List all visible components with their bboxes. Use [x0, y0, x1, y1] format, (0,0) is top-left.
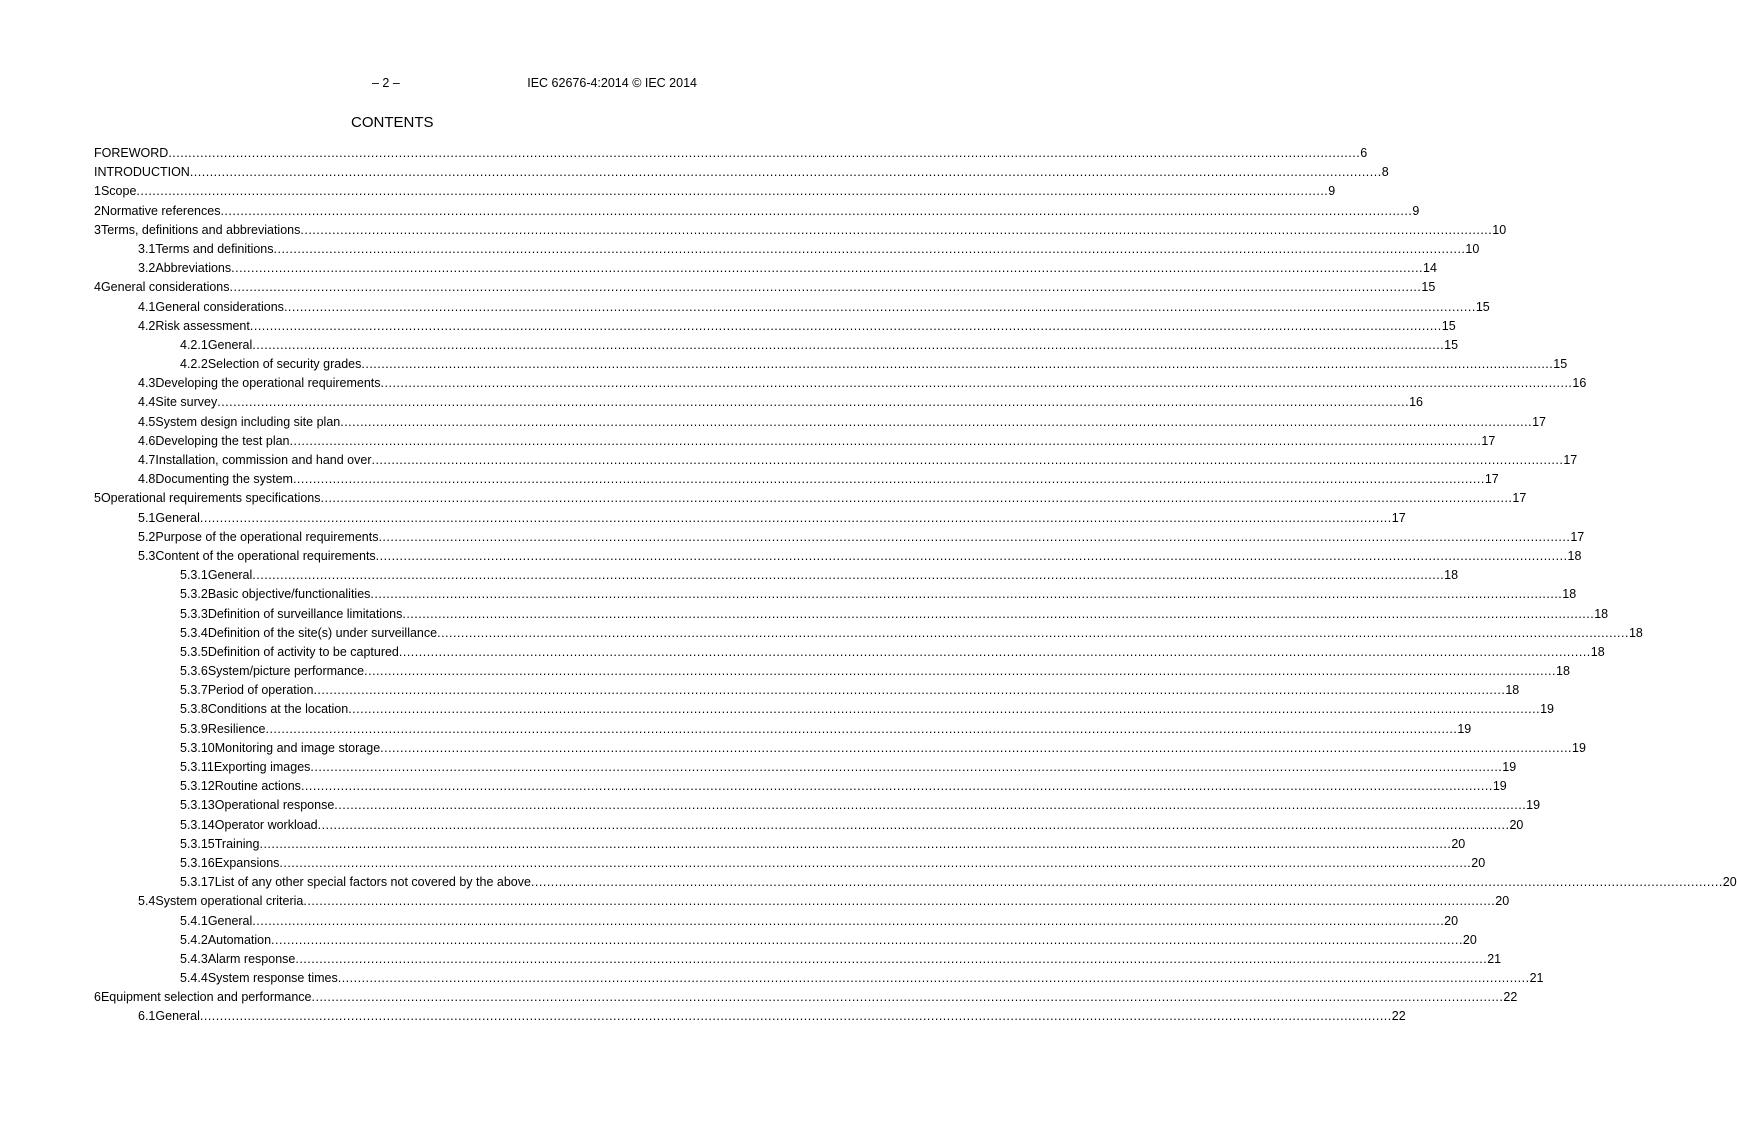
toc-dot-leader: ............................................................................................................................................................................................................................................................................................................	[283, 299, 1476, 314]
toc-entry-number: 5.3.6	[180, 664, 208, 679]
toc-dot-leader: ............................................................................................................................................................................................................................................................................................................	[265, 721, 1458, 736]
page-title: CONTENTS	[351, 114, 434, 131]
toc-dot-leader: ............................................................................................................................................................................................................................................................................................................	[189, 165, 1382, 180]
toc-entry-page[interactable]: 19	[1540, 702, 1554, 717]
toc-entry-page[interactable]: 20	[1722, 875, 1737, 890]
toc-entry-number: 4.2.2	[180, 357, 208, 372]
toc-entry[interactable]	[94, 451, 1578, 470]
toc-entry[interactable]	[94, 1007, 1406, 1026]
toc-entry-number: 5.3.8	[180, 702, 208, 717]
toc-dot-leader: ............................................................................................................................................................................................................................................................................................................	[199, 1009, 1392, 1024]
toc-dot-leader: ............................................................................................................................................................................................................................................................................................................	[334, 798, 1527, 813]
toc-entry[interactable]	[94, 182, 1336, 201]
toc-entry[interactable]	[94, 681, 1520, 700]
toc-entry-page[interactable]: 20	[1509, 817, 1524, 832]
toc-entry-number: 5.3.17	[180, 875, 215, 890]
toc-entry-page[interactable]: 17	[1563, 453, 1578, 467]
toc-dot-leader: ............................................................................................................................................................................................................................................................................................................	[252, 337, 1445, 352]
toc-entry-page[interactable]: 10	[1492, 222, 1507, 237]
toc-entry-number: 5.3.15	[180, 836, 215, 851]
toc-entry-title[interactable]: Terms, definitions and abbreviations	[100, 222, 301, 237]
toc-entry-number: 2	[94, 203, 101, 218]
toc-dot-leader: ............................................................................................................................................................................................................................................................................................................	[337, 971, 1530, 986]
toc-dot-leader: ............................................................................................................................................................................................................................................................................................................	[380, 740, 1573, 755]
toc-dot-leader: ............................................................................................................................................................................................................................................................................................................	[364, 664, 1556, 679]
toc-entry-page[interactable]: 16	[1409, 395, 1424, 410]
toc-entry-number: 6.1	[138, 1009, 156, 1024]
toc-entry[interactable]	[94, 643, 1605, 662]
toc-entry-title[interactable]: System design including site plan	[155, 414, 341, 429]
toc-entry-page[interactable]: 6	[1360, 146, 1368, 160]
toc-entry-number: 3.1	[138, 241, 156, 256]
toc-entry[interactable]	[94, 892, 1510, 911]
toc-entry[interactable]	[94, 202, 1420, 221]
toc-entry-title[interactable]: Abbreviations	[155, 261, 232, 276]
toc-entry[interactable]	[94, 854, 1486, 873]
toc-entry[interactable]	[94, 413, 1546, 432]
toc-entry-page[interactable]: 19	[1572, 740, 1586, 755]
toc-dot-leader: ............................................................................................................................................................................................................................................................................................................	[437, 625, 1629, 640]
toc-entry[interactable]	[94, 950, 1502, 969]
toc-entry-title[interactable]: Routine actions	[214, 779, 301, 794]
toc-entry-title[interactable]: Installation, commission and hand over	[155, 453, 372, 467]
toc-entry-page[interactable]: 18	[1444, 568, 1459, 583]
toc-entry-title[interactable]: FOREWORD	[94, 146, 169, 160]
toc-entry[interactable]	[94, 739, 1586, 758]
toc-entry[interactable]	[94, 624, 1643, 643]
toc-dot-leader: ............................................................................................................................................................................................................................................................................................................	[249, 318, 1442, 333]
toc-dot-leader: ............................................................................................................................................................................................................................................................................................................	[530, 875, 1723, 890]
toc-entry-page[interactable]: 17	[1481, 433, 1496, 448]
toc-entry-number: 5.3	[138, 548, 156, 563]
toc-entry[interactable]	[94, 221, 1507, 240]
toc-dot-leader: ............................................................................................................................................................................................................................................................................................................	[220, 203, 1413, 218]
toc-entry-page[interactable]: 18	[1628, 625, 1643, 640]
toc-entry[interactable]	[94, 355, 1568, 374]
toc-entry-page[interactable]: 15	[1444, 337, 1459, 352]
toc-entry-page[interactable]: 18	[1594, 606, 1609, 621]
toc-entry[interactable]	[94, 777, 1507, 796]
toc-entry-title[interactable]: General	[155, 510, 200, 525]
toc-entry-page[interactable]: 19	[1526, 798, 1541, 813]
toc-entry-number: 5.4.2	[180, 932, 208, 947]
toc-entry-page[interactable]: 17	[1484, 472, 1499, 487]
toc-entry-page[interactable]: 15	[1441, 318, 1456, 333]
toc-dot-leader: ............................................................................................................................................................................................................................................................................................................	[340, 414, 1533, 429]
toc-entry[interactable]	[94, 585, 1577, 604]
toc-entry-page[interactable]: 18	[1505, 683, 1520, 698]
toc-entry-title[interactable]: Definition of surveillance limitations	[207, 606, 403, 621]
toc-entry-title[interactable]: Alarm response	[207, 951, 296, 966]
toc-entry[interactable]	[94, 509, 1406, 528]
toc-dot-leader: ............................................................................................................................................................................................................................................................................................................	[311, 990, 1504, 1005]
toc-entry-title[interactable]: Documenting the system	[155, 472, 293, 487]
toc-entry[interactable]	[94, 931, 1477, 950]
toc-entry[interactable]	[94, 566, 1459, 585]
toc-entry-number: 5.3.13	[180, 798, 215, 813]
toc-entry-page[interactable]: 16	[1572, 376, 1587, 391]
toc-entry-title[interactable]: System response times	[207, 971, 338, 986]
toc-entry[interactable]	[94, 336, 1459, 355]
toc-entry-number: 5.3.16	[180, 855, 215, 870]
toc-entry-title[interactable]: Training	[214, 836, 260, 851]
toc-entry-number: 4.4	[138, 395, 156, 410]
toc-entry-page[interactable]: 9	[1328, 184, 1336, 199]
toc-entry-number: 5.4.3	[180, 951, 208, 966]
toc-entry-title[interactable]: General	[207, 337, 253, 352]
toc-entry-title[interactable]: Operator workload	[214, 817, 318, 832]
toc-entry[interactable]	[94, 720, 1472, 739]
toc-entry-title[interactable]: Operational response	[214, 798, 335, 813]
toc-entry[interactable]	[94, 240, 1480, 259]
toc-entry[interactable]	[94, 528, 1585, 547]
toc-entry-title[interactable]: General	[207, 568, 253, 583]
toc-entry-page[interactable]: 22	[1503, 990, 1518, 1005]
toc-entry-title[interactable]: Terms and definitions	[155, 241, 274, 256]
table-of-contents	[94, 144, 1737, 1027]
toc-entry[interactable]	[94, 163, 1389, 182]
page-number: – 2 –	[372, 76, 400, 90]
toc-dot-leader: ............................................................................................................................................................................................................................................................................................................	[273, 241, 1466, 256]
toc-entry-page[interactable]: 18	[1567, 548, 1582, 563]
toc-dot-leader: ............................................................................................................................................................................................................................................................................................................	[292, 472, 1485, 487]
toc-dot-leader: ............................................................................................................................................................................................................................................................................................................	[398, 644, 1591, 659]
toc-entry-title[interactable]: Monitoring and image storage	[214, 740, 381, 755]
toc-entry-title[interactable]: Automation	[207, 932, 272, 947]
standard-reference: IEC 62676-4:2014 © IEC 2014	[527, 76, 697, 90]
toc-entry[interactable]	[94, 278, 1436, 297]
toc-entry-title[interactable]: Content of the operational requirements	[155, 548, 376, 563]
toc-entry-title[interactable]: Scope	[100, 184, 137, 199]
toc-entry-title[interactable]: Definition of activity to be captured	[207, 644, 399, 659]
toc-entry[interactable]	[94, 969, 1544, 988]
toc-entry[interactable]	[94, 393, 1424, 412]
toc-entry-title[interactable]: Period of operation	[207, 683, 314, 698]
toc-entry-number: 5.3.14	[180, 817, 215, 832]
toc-dot-leader: ............................................................................................................................................................................................................................................................................................................	[252, 913, 1445, 928]
toc-entry-number: 1	[94, 184, 101, 199]
toc-dot-leader: ............................................................................................................................................................................................................................................................................................................	[402, 606, 1595, 621]
toc-dot-leader: ............................................................................................................................................................................................................................................................................................................	[313, 683, 1506, 698]
toc-dot-leader: ............................................................................................................................................................................................................................................................................................................	[300, 222, 1493, 237]
toc-entry-title[interactable]: Definition of the site(s) under surveillance	[207, 625, 438, 640]
toc-dot-leader: ............................................................................................................................................................................................................................................................................................................	[271, 932, 1463, 947]
toc-entry-number: 4.2	[138, 318, 156, 333]
toc-entry-title[interactable]: Basic objective/functionalities	[207, 587, 371, 602]
toc-entry-number: 5.3.3	[180, 606, 208, 621]
toc-dot-leader: ............................................................................................................................................................................................................................................................................................................	[378, 529, 1571, 544]
toc-dot-leader: ............................................................................................................................................................................................................................................................................................................	[229, 280, 1422, 295]
toc-entry-title[interactable]: Equipment selection and performance	[100, 990, 312, 1005]
toc-entry-title[interactable]: Normative references	[100, 203, 221, 218]
toc-entry-page[interactable]: 21	[1529, 971, 1544, 986]
toc-entry-number: 4.5	[138, 414, 156, 429]
toc-entry-page[interactable]: 20	[1495, 894, 1510, 909]
toc-entry-page[interactable]: 19	[1457, 721, 1472, 736]
toc-dot-leader: ............................................................................................................................................................................................................................................................................................................	[289, 433, 1482, 448]
toc-entry-title[interactable]: Resilience	[207, 721, 266, 736]
toc-entry-title[interactable]: Selection of security grades	[207, 357, 362, 372]
toc-entry-title[interactable]: Site survey	[155, 395, 218, 410]
toc-entry[interactable]	[94, 816, 1524, 835]
toc-entry[interactable]	[94, 912, 1459, 931]
toc-dot-leader: ............................................................................................................................................................................................................................................................................................................	[217, 395, 1410, 410]
toc-dot-leader: ............................................................................................................................................................................................................................................................................................................	[317, 817, 1510, 832]
toc-entry-number: 5.4.4	[180, 971, 208, 986]
toc-dot-leader: ............................................................................................................................................................................................................................................................................................................	[348, 702, 1541, 717]
toc-dot-leader: ............................................................................................................................................................................................................................................................................................................	[279, 855, 1472, 870]
toc-entry-number: 6	[94, 990, 101, 1005]
toc-entry-title[interactable]: General	[155, 1009, 200, 1024]
toc-entry-page[interactable]: 10	[1465, 241, 1480, 256]
toc-entry-page[interactable]: 17	[1391, 510, 1406, 525]
toc-dot-leader: ............................................................................................................................................................................................................................................................................................................	[380, 376, 1573, 391]
toc-entry-number: 4	[94, 280, 101, 295]
toc-dot-leader: ............................................................................................................................................................................................................................................................................................................	[199, 510, 1392, 525]
toc-entry[interactable]	[94, 317, 1456, 336]
toc-entry-page[interactable]: 19	[1492, 779, 1507, 794]
toc-entry-title[interactable]: Developing the test plan	[155, 433, 290, 448]
toc-entry[interactable]	[94, 835, 1466, 854]
toc-entry-title[interactable]: System operational criteria	[155, 894, 304, 909]
toc-entry[interactable]	[94, 873, 1737, 892]
toc-entry-title[interactable]: Developing the operational requirements	[155, 376, 381, 391]
toc-dot-leader: ............................................................................................................................................................................................................................................................................................................	[252, 568, 1445, 583]
toc-dot-leader: ............................................................................................................................................................................................................................................................................................................	[300, 779, 1493, 794]
toc-entry-number: 3.2	[138, 261, 156, 276]
toc-dot-leader: ............................................................................................................................................................................................................................................................................................................	[320, 491, 1513, 506]
toc-entry[interactable]	[94, 259, 1437, 278]
toc-entry-number: 5.3.9	[180, 721, 208, 736]
toc-entry-number: 4.8	[138, 472, 156, 487]
toc-entry-title[interactable]: General	[207, 913, 253, 928]
toc-entry[interactable]	[94, 489, 1527, 508]
toc-entry[interactable]	[94, 662, 1570, 681]
toc-entry-title[interactable]: List of any other special factors not covered by the above	[214, 875, 531, 890]
toc-entry-title[interactable]: Risk assessment	[155, 318, 250, 333]
toc-entry-page[interactable]: 17	[1532, 414, 1546, 429]
toc-entry[interactable]	[94, 700, 1554, 719]
toc-dot-leader: ............................................................................................................................................................................................................................................................................................................	[361, 357, 1554, 372]
toc-entry-number: 4.7	[138, 453, 156, 467]
toc-entry-number: 4.1	[138, 299, 156, 314]
toc-entry-number: 5.3.10	[180, 740, 215, 755]
toc-entry-title[interactable]: Operational requirements specifications	[100, 491, 321, 506]
toc-entry-page[interactable]: 8	[1381, 165, 1389, 180]
toc-dot-leader: ............................................................................................................................................................................................................................................................................................................	[168, 146, 1361, 160]
toc-entry[interactable]	[94, 547, 1582, 566]
toc-entry-page[interactable]: 22	[1391, 1009, 1406, 1024]
toc-dot-leader: ............................................................................................................................................................................................................................................................................................................	[259, 836, 1452, 851]
toc-entry-number: 3	[94, 222, 101, 237]
toc-entry[interactable]	[94, 374, 1587, 393]
toc-entry-number: 4.2.1	[180, 337, 208, 352]
toc-entry-page[interactable]: 19	[1502, 760, 1517, 774]
toc-entry-page[interactable]: 14	[1423, 261, 1437, 276]
toc-entry-page[interactable]: 17	[1512, 491, 1527, 506]
toc-entry[interactable]	[94, 432, 1496, 451]
toc-dot-leader: ............................................................................................................................................................................................................................................................................................................	[136, 184, 1329, 199]
toc-entry-title[interactable]: System/picture performance	[207, 664, 365, 679]
toc-entry-title[interactable]: General considerations	[100, 280, 230, 295]
toc-entry-number: 5	[94, 491, 101, 506]
toc-entry-title[interactable]: General considerations	[155, 299, 284, 314]
toc-entry-page[interactable]: 15	[1475, 299, 1490, 314]
toc-dot-leader: ............................................................................................................................................................................................................................................................................................................	[375, 548, 1568, 563]
toc-dot-leader: ............................................................................................................................................................................................................................................................................................................	[295, 951, 1488, 966]
toc-entry-page[interactable]: 20	[1451, 836, 1466, 851]
toc-dot-leader: ............................................................................................................................................................................................................................................................................................................	[370, 587, 1563, 602]
toc-entry[interactable]	[94, 470, 1499, 489]
toc-entry-number: 4.6	[138, 433, 156, 448]
toc-entry[interactable]	[94, 144, 1368, 163]
toc-entry-page[interactable]: 18	[1556, 664, 1570, 679]
toc-entry-number: 5.3.5	[180, 644, 208, 659]
toc-dot-leader: ............................................................................................................................................................................................................................................................................................................	[310, 760, 1503, 774]
toc-entry-page[interactable]: 18	[1590, 644, 1605, 659]
toc-entry-page[interactable]: 17	[1570, 529, 1585, 544]
toc-entry-page[interactable]: 9	[1412, 203, 1420, 218]
toc-entry-number: 5.3.11	[180, 760, 214, 774]
toc-entry-number: 5.3.4	[180, 625, 208, 640]
toc-entry[interactable]	[94, 605, 1609, 624]
toc-entry[interactable]	[94, 796, 1541, 815]
toc-entry-page[interactable]: 18	[1562, 587, 1577, 602]
toc-entry-number: 5.2	[138, 529, 156, 544]
toc-entry-number: 5.1	[138, 510, 156, 525]
toc-entry-number: 4.3	[138, 376, 156, 391]
toc-entry-number: 5.3.2	[180, 587, 208, 602]
toc-entry-page[interactable]: 20	[1444, 913, 1459, 928]
toc-entry-title[interactable]: Conditions at the location	[207, 702, 349, 717]
toc-entry-page[interactable]: 21	[1487, 951, 1502, 966]
toc-entry-number: 5.4.1	[180, 913, 208, 928]
toc-entry-number: 5.3.1	[180, 568, 208, 583]
toc-entry-number: 5.3.7	[180, 683, 208, 698]
toc-dot-leader: ............................................................................................................................................................................................................................................................................................................	[231, 261, 1424, 276]
toc-dot-leader: ............................................................................................................................................................................................................................................................................................................	[371, 453, 1564, 467]
toc-dot-leader: ............................................................................................................................................................................................................................................................................................................	[303, 894, 1496, 909]
toc-entry-title[interactable]: Expansions	[214, 855, 280, 870]
toc-entry[interactable]	[94, 758, 1517, 777]
toc-entry[interactable]	[94, 298, 1490, 317]
toc-entry-page[interactable]: 15	[1421, 280, 1436, 295]
toc-entry-title[interactable]: INTRODUCTION	[94, 165, 190, 180]
toc-entry-title[interactable]: Exporting images	[213, 760, 311, 774]
toc-entry-number: 5.4	[138, 894, 156, 909]
toc-entry-page[interactable]: 20	[1471, 855, 1486, 870]
toc-entry-page[interactable]: 15	[1553, 357, 1568, 372]
toc-entry-title[interactable]: Purpose of the operational requirements	[155, 529, 379, 544]
toc-entry-number: 5.3.12	[180, 779, 215, 794]
toc-entry[interactable]	[94, 988, 1518, 1007]
toc-entry-page[interactable]: 20	[1462, 932, 1477, 947]
